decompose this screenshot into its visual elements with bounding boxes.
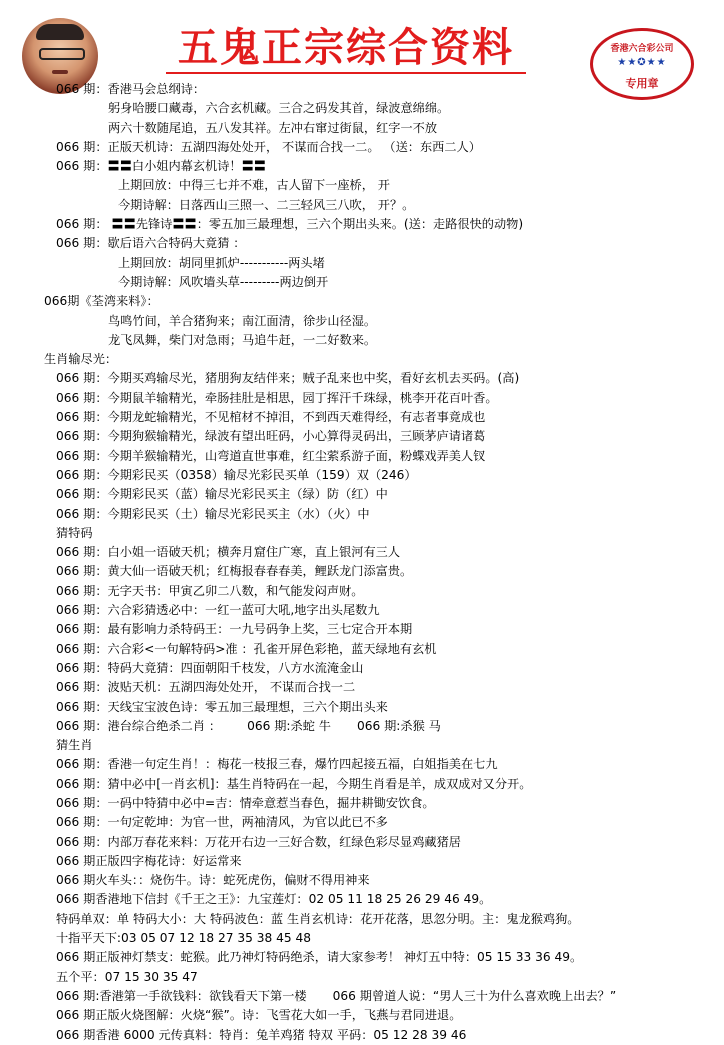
text-line: 今期诗解：日落西山三照一、二三轻风三八吹， 开？。 (118, 197, 415, 212)
text-line: 五个平：07 15 30 35 47 (56, 969, 198, 984)
text-line: 066 期：猜中必中[一肖玄机]：基生肖特码在一起，今期生肖看是羊，成双成对又分开。 (56, 776, 532, 791)
seal-stamp: 香港六合彩公司 ★★✪★★ 专用章 (590, 28, 694, 100)
text-line: 066 期：波贴天机：五湖四海处处开， 不谋而合找一二 (56, 680, 356, 695)
text-line: 066 期：内部万春花来料：万花开右边一三好合数，红绿色彩尽显鸡藏猪居 (56, 834, 461, 849)
section-heading: 猜生肖 (56, 738, 93, 753)
text-line: 066 期香港地下信封《千王之王》：九宝莲灯：02 05 11 18 25 26 29 46 49。 (56, 892, 492, 907)
text-line: 066 期：六合彩<一句解特码>准 ：孔雀开屏色彩艳，蓝天绿地有玄机 (56, 641, 437, 656)
text-line: 066 期：今期羊猴输精光，山弯道直世事难，红尘萦系游子面，粉蝶戏弄美人钗 (56, 448, 486, 463)
text-line: 066 期：黄大仙一语破天机；红梅报春春春美，鲤跃龙门添富贵。 (56, 564, 413, 579)
text-line: 躬身哈腰口藏毒，六合玄机藏。三合之码发其首，绿波意绵绵。 (108, 101, 450, 116)
text-line: 066 期：特码大竟猜：四面朝阳千枝发，八方水流淹金山 (56, 660, 364, 675)
text-line: 066 期： 〓〓先锋诗〓〓：零五加三最理想，三六个期出头来。(送：走路很快的动物) (56, 217, 524, 232)
text-line: 特码单双：单 特码大小：大 特码波色：蓝 生肖玄机诗：花开花落，思忽分明。主：鬼龙猴鸡狗。 (56, 911, 580, 926)
text-line: 066 期正版神灯禁支：蛇猴。此乃神灯特码绝杀，请大家参考！ 神灯五中特：05 15 33 36 49。 (56, 950, 583, 965)
text-line: 066 期：今期买鸡输尽光，猪朋狗友结伴来；贼子乱来也中奖，看好玄机去买码。(高) (56, 371, 520, 386)
document-body (0, 80, 724, 1045)
text-line: 066 期:香港第一手欲钱料：欲钱看天下第一楼 066 期曾道人说：“男人三十为什么喜欢晚上出去？” (56, 988, 617, 1003)
text-line: 066 期：今期彩民买（0358）输尽光彩民买单（159）双（246） (56, 467, 417, 482)
section-heading: 生肖输尽光： (44, 352, 118, 367)
text-line: 066 期：无字天书：甲寅乙卯二八数，和气能发闷声财。 (56, 583, 364, 598)
text-line: 066 期火车头：：烧伤牛。诗：蛇死虎伤，偏财不得用神来 (56, 873, 370, 888)
text-line: 066 期：今期龙蛇输精光，不见棺材不掉泪，不到西天难得经，有志者事竟成也 (56, 410, 486, 425)
text-line: 066 期：港台综合绝杀二肖 ： 066 期:杀蛇 牛 066 期:杀猴 马 (56, 718, 441, 733)
text-line: 066 期：〓〓白小姐内幕玄机诗！〓〓 (56, 159, 266, 174)
text-line: 066 期：今期鼠羊输精光，牵肠挂肚是相思，园丁挥汗千珠绿，桃李开花百叶香。 (56, 390, 498, 405)
text-line: 066 期：最有影响力杀特码王：一九号码争上奖，三七定合开本期 (56, 622, 413, 637)
text-line: 上期回放：胡同里抓炉-----------两头堵 (118, 255, 325, 270)
title-underline (166, 72, 526, 74)
text-line: 066 期：一码中特猜中必中=吉：情牵意惹当春色，掘井耕锄安饮食。 (56, 795, 435, 810)
text-line: 066 期：天线宝宝波色诗：零五加三最理想，三六个期出头来 (56, 699, 388, 714)
text-line: 鸟鸣竹间，羊合猪狗来；南江面清，徐步山径湿。 (108, 313, 377, 328)
text-line: 066 期正版火烧图解：火烧“猴”。诗：飞雪花大如一手，飞燕与君同进退。 (56, 1008, 462, 1023)
text-line: 066 期：一句定乾坤：为官一世，两袖清风，为官以此已不多 (56, 815, 388, 830)
text-line: 066 期香港 6000 元传真料：特肖：兔羊鸡猪 特双 平码：05 12 28 39 46 (56, 1027, 467, 1042)
text-line: 十指平天下:03 05 07 12 18 27 35 38 45 48 (56, 931, 311, 946)
text-line: 066 期：歇后语六合特码大竟猜 ： (56, 236, 246, 251)
text-line: 066期《荃湾来料》： (44, 294, 159, 309)
text-line: 两六十数随尾追，五八发其祥。左冲右窜过街鼠，红字一不放 (108, 120, 438, 135)
text-line: 066 期正版四字梅花诗：好运常来 (56, 853, 242, 868)
text-line: 066 期：香港马会总纲诗： (56, 82, 206, 96)
text-line: 上期回放：中得三七并不难，古人留下一座桥， 开 (118, 178, 390, 193)
text-line: 066 期：六合彩猜透必中：一红一蓝可大吼,地字出头尾数九 (56, 603, 380, 618)
text-line: 066 期：今期彩民买（土）输尽光彩民买主（水）（火）中 (56, 506, 370, 521)
text-line: 066 期：今期彩民买（蓝）输尽光彩民买主（绿）防（红）中 (56, 487, 388, 502)
text-line: 龙飞凤舞，柴门对急雨；马追牛赶，一二好数来。 (108, 332, 377, 347)
text-line: 066 期：正版天机诗：五湖四海处处开， 不谋而合找一二。 （送：东西二人） (56, 139, 481, 154)
page-title: 五鬼正宗综合资料 (178, 24, 514, 71)
text-line: 066 期：今期狗猴输精光，绿波有望出旺码，小心算得灵码出，三顾茅庐请诸葛 (56, 429, 486, 444)
text-line: 066 期：白小姐一语破天机；横奔月窟住广寒，直上银河有三人 (56, 545, 401, 560)
text-line: 066 期：香港一句定生肖！：梅花一枝报三春，爆竹四起接五福，白姐指美在七九 (56, 757, 498, 772)
text-line: 今期诗解：风吹墙头草---------两边倒开 (118, 274, 329, 289)
section-heading: 猜特码 (56, 525, 93, 540)
